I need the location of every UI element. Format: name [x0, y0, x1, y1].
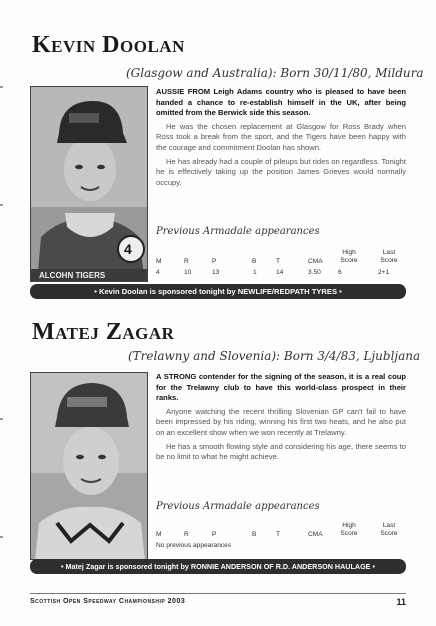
previous-appearances-heading: Previous Armadale appearances [156, 226, 320, 237]
rider-name: Kevin Doolan [32, 32, 185, 58]
stat-value-t: 14 [276, 269, 284, 276]
stat-header-b: B [252, 531, 257, 538]
stat-header-last-score: Last Score [380, 249, 398, 264]
binding-mark [0, 418, 3, 420]
rider-description [156, 372, 406, 466]
stat-value-r: 10 [184, 269, 192, 276]
rider-bio-line: (Trelawny and Slovenia): Born 3/4/83, Ljubljana [128, 349, 421, 363]
stat-header-p: P [212, 258, 217, 265]
rider-portrait-image [31, 373, 148, 560]
rider-paragraph: He has already had a couple of pileups but rides on regardless. Tonight he is effectively taking up the position James Grieves would normally occupy. [156, 156, 406, 187]
stat-header-cma: CMA [308, 531, 323, 538]
stat-value-high-score: 6 [338, 269, 342, 276]
rider-paragraph: He has a smooth flowing style and considering his age, there seems to be no limit to what he might achieve. [156, 441, 406, 462]
sponsor-banner: • Matej Zagar is sponsored tonight by RONNIE ANDERSON OF R.D. ANDERSON HAULAGE • [30, 559, 406, 574]
stat-header-m: M [156, 258, 162, 265]
photo-number: 4 [124, 241, 132, 257]
stat-header-last-score: Last Score [380, 522, 398, 537]
stat-header-b: B [252, 258, 257, 265]
stat-value-b: 1 [253, 269, 257, 276]
stat-header-high-score: High Score [340, 522, 358, 537]
binding-mark [0, 204, 3, 206]
stat-value-last-score: 2+1 [378, 269, 390, 276]
stat-header-r: R [184, 258, 189, 265]
rider-photo [30, 372, 148, 560]
sponsor-banner: • Kevin Doolan is sponsored tonight by NEWLIFE/REDPATH TYRES • [30, 284, 406, 299]
page-number: 11 [396, 597, 406, 607]
stat-header-t: T [276, 531, 281, 538]
rider-paragraph: Anyone watching the recent thrilling Slovenian GP can't fail to have been impressed by his riding, winning his first two heats, and he also put on an excellent show when we won recently at Trelawny. [156, 406, 406, 437]
stats-header-row [156, 524, 408, 540]
no-previous-appearances: No previous appearances [156, 542, 232, 549]
stat-value-cma: 3.50 [308, 269, 321, 276]
previous-appearances-heading: Previous Armadale appearances [156, 501, 320, 512]
photo-caption-fragment: ALCOHN TIGERS [39, 271, 106, 280]
stat-header-cma: CMA [308, 258, 323, 265]
stat-header-high-score: High Score [340, 249, 358, 264]
stat-value-p: 13 [212, 269, 220, 276]
stat-header-t: T [276, 258, 281, 265]
stat-header-m: M [156, 531, 162, 538]
rider-paragraph: He was the chosen replacement at Glasgow for Ross Brady when Ross took a break from the sport, and the Tigers have been happy with the courage and commitment Doolan has shown. [156, 121, 406, 152]
stat-header-r: R [184, 531, 189, 538]
rider-bio-line: (Glasgow and Australia): Born 30/11/80, Mildura [126, 66, 424, 80]
stat-value-m: 4 [156, 269, 160, 276]
rider-paragraph-lead: A STRONG contender for the signing of the season, it is a real coup for the Trelawny club to have this world-class prospect in their ranks. [156, 372, 406, 403]
page-footer [30, 593, 406, 609]
rider-paragraph-lead: AUSSIE FROM Leigh Adams country who is pleased to have been handed a chance to re-establish himself in the UK, after being omitted from the Berwick side this season. [156, 87, 406, 118]
event-name: Scottish Open Speedway Championship 2003 [30, 598, 186, 605]
rider-name: Matej Zagar [32, 319, 175, 345]
stat-header-p: P [212, 531, 217, 538]
binding-mark [0, 536, 3, 538]
binding-mark [0, 86, 3, 88]
